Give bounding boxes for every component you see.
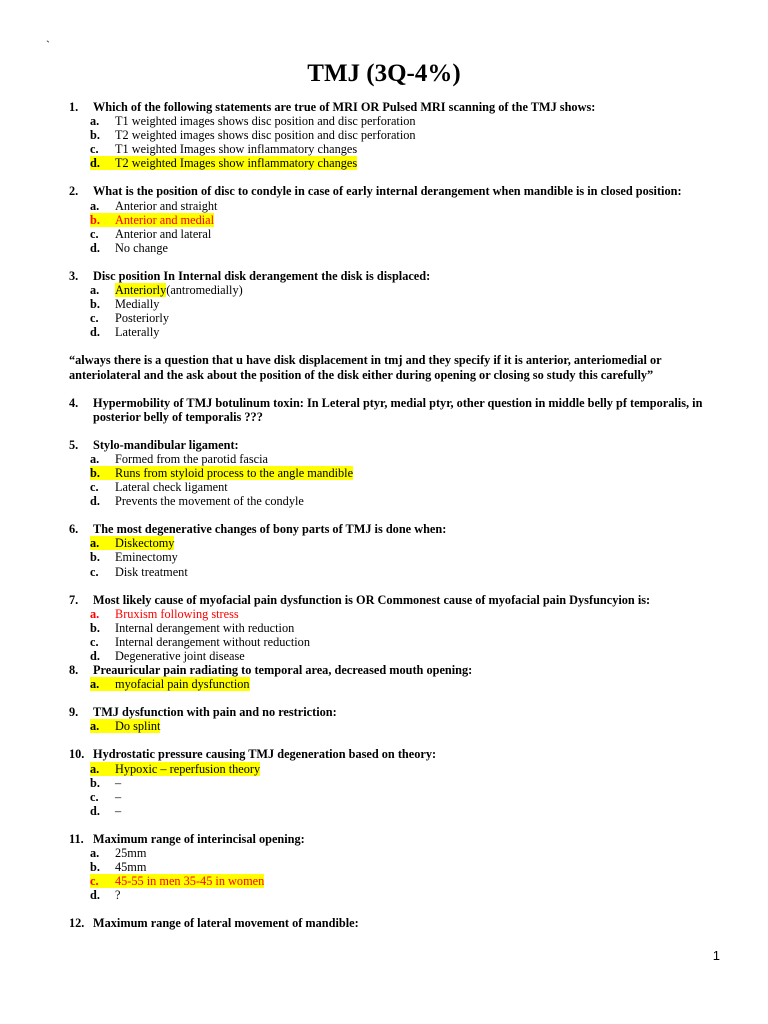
option-3c: c. Posteriorly: [90, 311, 169, 326]
question-12: 12. Maximum range of lateral movement of mandible:: [69, 916, 359, 931]
option-10a: a. Hypoxic – reperfusion theory: [90, 761, 261, 776]
answer-highlight: Do splint: [115, 719, 161, 734]
question-6: 6. The most degenerative changes of bony parts of TMJ is done when:: [69, 522, 447, 537]
answer-highlight: Runs from styloid process to the angle mandible: [115, 465, 354, 480]
option-6a: a. Diskectomy: [90, 536, 175, 551]
option-2a: a. Anterior and straight: [90, 198, 218, 213]
question-10: 10. Hydrostatic pressure causing TMJ degeneration based on theory:: [69, 747, 437, 762]
option-7d: d. Degenerative joint disease: [90, 649, 245, 663]
option-10b: b. –: [90, 775, 122, 790]
answer-highlight: myofacial pain dysfunction: [115, 677, 250, 692]
answer-red: Bruxism following stress: [115, 606, 239, 621]
option-5a: a. Formed from the parotid fascia: [90, 451, 268, 466]
option-1b: b. T2 weighted images shows disc position and disc perforation: [90, 128, 416, 143]
stray-mark: `: [46, 38, 50, 52]
page-title: TMJ (3Q-4%): [307, 60, 461, 87]
question-5: 5. Stylo-mandibular ligament:: [69, 437, 239, 452]
option-1a: a. T1 weighted images shows disc position and disc perforation: [90, 114, 416, 129]
option-10d: d. –: [90, 803, 122, 818]
option-5c: c. Lateral check ligament: [90, 480, 228, 495]
answer-highlight: Anteriorly: [115, 283, 167, 298]
option-11b: b. 45mm: [90, 860, 147, 875]
option-8a: a. myofacial pain dysfunction: [90, 677, 250, 692]
question-4: 4. Hypermobility of TMJ botulinum toxin: In Leteral ptyr, medial ptyr, other question in middle belly pf temporalis, in posterior belly of temporalis ???: [69, 395, 703, 424]
answer-highlight: Diskectomy: [115, 536, 175, 551]
option-9a: a. Do splint: [90, 719, 161, 734]
question-1: 1. Which of the following statements are true of MRI OR Pulsed MRI scanning of the TMJ shows:: [69, 100, 596, 114]
option-7a: a. Bruxism following stress: [90, 606, 239, 621]
option-11d: d. ?: [90, 888, 121, 903]
option-2d: d. No change: [90, 240, 168, 255]
question-11: 11. Maximum range of interincisal opening:: [69, 831, 305, 846]
option-7c: c. Internal derangement without reduction: [90, 634, 310, 649]
option-11c: c. 45-55 in men 35-45 in women: [90, 874, 265, 889]
question-7: 7. Most likely cause of myofacial pain dysfunction is OR Commonest cause of myofacial pain Dysfuncyion is:: [69, 592, 651, 607]
option-6b: b. Eminectomy: [90, 550, 178, 565]
question-9: 9. TMJ dysfunction with pain and no restriction:: [69, 705, 337, 720]
option-2c: c. Anterior and lateral: [90, 226, 212, 241]
study-note: “always there is a question that u have disk displacement in tmj and they specify if it is anterior, anteriomedial or anteriolateral and the ask about the position of the disk either during opening or closing so study this carefully”: [69, 353, 662, 382]
option-3a: a. Anteriorly (antromedially): [90, 283, 243, 298]
option-11a: a. 25mm: [90, 846, 147, 861]
option-3b: b. Medially: [90, 297, 160, 312]
answer-highlight: Anterior and medial: [115, 212, 215, 227]
option-1c: c. T1 weighted Images show inflammatory changes: [90, 142, 358, 157]
question-8: 8. Preauricular pain radiating to temporal area, decreased mouth opening:: [69, 663, 473, 678]
question-2: 2. What is the position of disc to condyle in case of early internal derangement when mandible is in closed position:: [69, 184, 682, 199]
question-3: 3. Disc position In Internal disk derangement the disk is displaced:: [69, 268, 431, 283]
option-7b: b. Internal derangement with reduction: [90, 620, 295, 635]
option-10c: c. –: [90, 789, 122, 804]
question-list: [69, 100, 729, 931]
answer-highlight: 45-55 in men 35-45 in women: [115, 874, 265, 889]
option-5b: b. Runs from styloid process to the angle mandible: [90, 465, 354, 480]
answer-highlight: T2 weighted Images show inflammatory changes: [115, 156, 358, 171]
option-6c: c. Disk treatment: [90, 564, 188, 579]
option-1d: d. T2 weighted Images show inflammatory changes: [90, 156, 358, 171]
option-3d: d. Laterally: [90, 325, 160, 340]
option-2b: b. Anterior and medial: [90, 212, 215, 227]
answer-highlight: Hypoxic – reperfusion theory: [115, 761, 261, 776]
page-number: 1: [712, 948, 720, 963]
option-5d: d. Prevents the movement of the condyle: [90, 494, 304, 509]
